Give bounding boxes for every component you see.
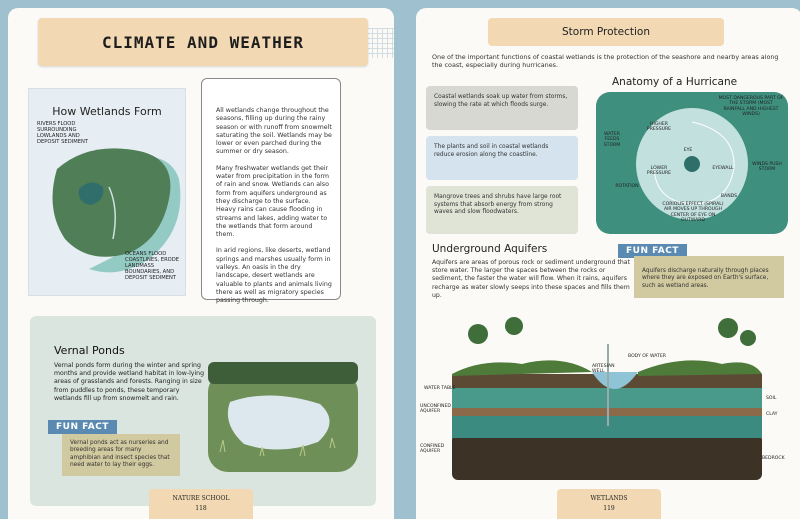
bedrock-label: BEDROCK bbox=[762, 456, 785, 461]
right-footer-tab bbox=[557, 489, 661, 519]
coriolis-label: CORIOLIS EFFECT (SPIRAL) AIR MOVES UP THROUGH CENTER OF EYE ON OUTWARD bbox=[662, 202, 724, 224]
eye-label: EYE bbox=[683, 148, 693, 153]
confined-aquifer-label: CONFINED AQUIFER bbox=[420, 444, 445, 455]
left-page-number: 118 bbox=[195, 505, 207, 512]
grass-right bbox=[638, 360, 762, 376]
vernal-ponds-text: Vernal ponds form during the winter and spring months and provide wetland habitat in low-lying areas of grasslands and forests. Ranging in size from puddles to ponds, these temporary wetlands fill up from snowmelt and rain. bbox=[54, 362, 205, 402]
higher-pressure-label: HIGHER PRESSURE bbox=[646, 122, 672, 133]
body-of-water-label: BODY OF WATER bbox=[628, 354, 666, 359]
bands-label: BANDS bbox=[720, 194, 738, 199]
water-table-label: WATER TABLE bbox=[424, 386, 456, 391]
grass-left bbox=[452, 360, 592, 376]
paragraph-seasons: All wetlands change throughout the seasons, filling up during the rainy season or with runoff from snowmelt saturating the soil. Wetlands may be lower or even parched during the summer or dry season. bbox=[216, 107, 332, 156]
water-feeds-label: WATER FEEDS STORM bbox=[603, 132, 621, 148]
page-title-banner bbox=[38, 18, 368, 66]
aquifer-fun-fact-card: Aquifers discharge naturally through places where they are exposed on Earth's surface, such as wetland areas. bbox=[634, 256, 784, 298]
clay-label: CLAY bbox=[766, 412, 778, 417]
paragraph-arid: In arid regions, like deserts, wetland springs and marshes usually form in valleys. An oasis in the dry landscape, desert wetlands are valuable to plants and animals living there as well as migratory species passing through. bbox=[216, 247, 332, 305]
aquifer-fun-fact-tag: FUN FACT bbox=[618, 244, 687, 258]
wetland-seasons-text-box bbox=[201, 78, 341, 305]
note-mangroves: Mangrove trees and shrubs have large root systems that absorb energy from strong waves and slow floodwaters. bbox=[426, 186, 578, 234]
storm-protection-title: Storm Protection bbox=[561, 26, 651, 38]
aquifers-title: Underground Aquifers bbox=[432, 243, 548, 255]
oceans-flood-label: OCEANS FLOOD COASTLINES, ERODE LANDMASS BOUNDARIES, AND DEPOSIT SEDIMENT bbox=[125, 251, 180, 281]
unconfined-aquifer-label: UNCONFINED AQUIFER bbox=[420, 404, 451, 415]
left-footer-tab bbox=[149, 489, 253, 519]
tree-right-1 bbox=[718, 318, 738, 338]
soil-label: SOIL bbox=[766, 396, 777, 401]
vernal-ponds-section bbox=[30, 316, 376, 506]
right-footer-section: WETLANDS bbox=[590, 495, 628, 502]
eyewall-label: EYEWALL bbox=[712, 166, 734, 171]
left-footer-section: NATURE SCHOOL bbox=[172, 495, 230, 502]
vernal-pond-illustration bbox=[200, 352, 368, 482]
lower-pressure-label: LOWER PRESSURE bbox=[646, 166, 672, 177]
tree-left-2 bbox=[505, 317, 523, 335]
vernal-ponds-title: Vernal Ponds bbox=[54, 344, 125, 357]
how-wetlands-form-title: How Wetlands Form bbox=[52, 105, 162, 118]
note-flood-surge: Coastal wetlands soak up water from storms, slowing the rate at which floods surge. bbox=[426, 86, 578, 130]
right-page bbox=[416, 8, 800, 519]
aquifers-text: Aquifers are areas of porous rock or sediment underground that store water. The larger the spaces between the rocks or sediment, the faster the water will flow. When it rains, aquifers recharge as water slowly seeps into these spaces and fills them up. bbox=[432, 259, 631, 299]
pond-water bbox=[228, 395, 330, 449]
tree-line bbox=[208, 362, 358, 384]
note-erosion: The plants and soil in coastal wetlands reduce erosion along the coastline. bbox=[426, 136, 578, 180]
winds-push-label: WINDS PUSH STORM bbox=[752, 162, 782, 173]
most-dangerous-label: MOST DANGEROUS PART OF THE STORM (MOST RAINFALL AND HIGHEST WINDS) bbox=[718, 96, 784, 118]
storm-intro-text: One of the important functions of coastal wetlands is the protection of the seashore and nearby areas along the coast, especially during hurricanes. bbox=[432, 53, 779, 70]
left-page bbox=[8, 8, 394, 519]
how-wetlands-form-card bbox=[28, 88, 186, 296]
vernal-fun-fact-tag: FUN FACT bbox=[48, 420, 117, 434]
rivers-flood-label: RIVERS FLOOD SURROUNDING LOWLANDS AND DEPOSIT SEDIMENT bbox=[37, 121, 89, 145]
storm-protection-banner bbox=[488, 18, 724, 46]
storm-eye bbox=[684, 156, 700, 172]
rotation-label: ROTATION bbox=[615, 184, 639, 189]
bedrock-layer bbox=[452, 434, 762, 480]
artesian-well-label: ARTESIAN WELL bbox=[592, 364, 615, 375]
aquifer-cross-section bbox=[442, 314, 772, 484]
tree-left-1 bbox=[468, 324, 488, 344]
hurricane-title: Anatomy of a Hurricane bbox=[612, 76, 738, 88]
vernal-fun-fact-card: Vernal ponds act as nurseries and breeding areas for many amphibian and insect species that need water to lay their eggs. bbox=[62, 434, 180, 476]
paragraph-freshwater: Many freshwater wetlands get their water from precipitation in the form of rain and snow. Wetlands can also form from aquifers underground as they discharge to the surface. Heavy rains can cause flooding in streams and lakes, adding water to the wetlands that form around them. bbox=[216, 164, 330, 239]
tree-right-2 bbox=[740, 330, 756, 346]
right-page-number: 119 bbox=[603, 505, 615, 512]
page-title: CLIMATE AND WEATHER bbox=[101, 32, 305, 52]
